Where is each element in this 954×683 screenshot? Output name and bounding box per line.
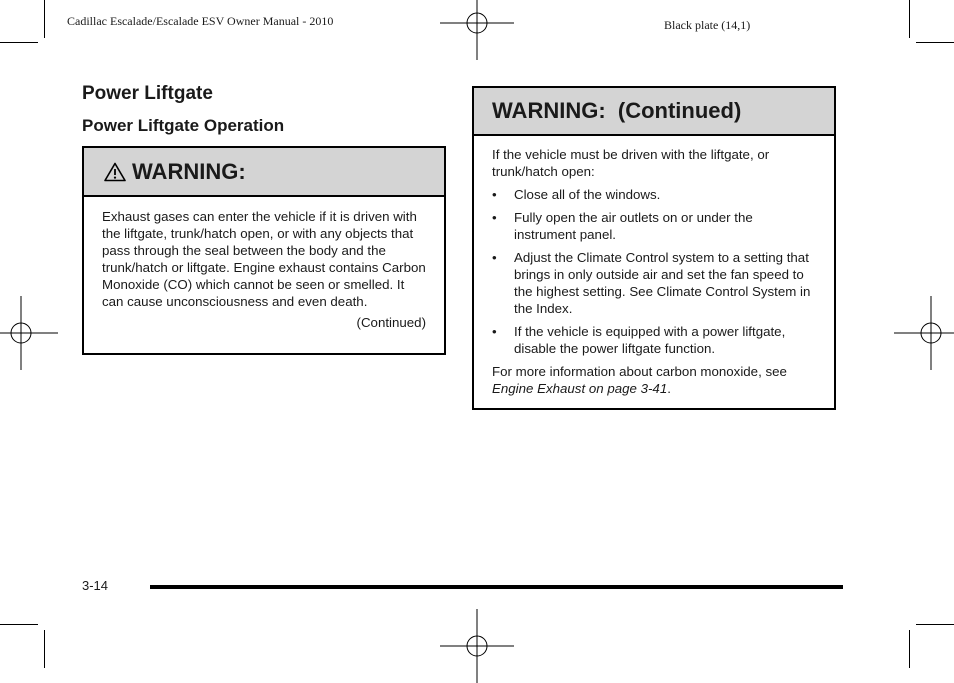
warning-header: [84, 148, 444, 197]
bullet-icon: •: [492, 324, 497, 339]
bullet-icon: •: [492, 250, 497, 265]
warning-continued-title: WARNING: (Continued): [492, 98, 742, 123]
bullet-icon: •: [492, 210, 497, 225]
carbon-monoxide-reference: For more information about carbon monoxide, see Engine Exhaust on page 3-41.: [492, 364, 787, 396]
registration-mark-icon: [440, 609, 514, 683]
warning-triangle-icon: [104, 162, 126, 182]
bullet-list: [492, 186, 816, 357]
registration-mark-icon: [0, 296, 58, 370]
crop-mark: [44, 630, 45, 668]
crop-mark: [909, 630, 910, 668]
list-item: • Fully open the air outlets on or under the instrument panel.: [492, 210, 753, 242]
crop-mark: [909, 0, 910, 38]
warning-body: [84, 197, 444, 331]
subsection-title: Power Liftgate Operation: [82, 116, 285, 135]
warning-continued-box: [472, 86, 836, 410]
continued-label: (Continued): [356, 315, 426, 330]
bullet-icon: •: [492, 187, 497, 202]
crop-mark: [916, 624, 954, 625]
warning-title: WARNING:: [132, 158, 246, 184]
crop-mark: [916, 42, 954, 43]
crop-mark: [44, 0, 45, 38]
plate-label: Black plate (14,1): [664, 18, 751, 32]
manual-title: Cadillac Escalade/Escalade ESV Owner Manual - 2010: [67, 14, 334, 28]
warning-continued-header: [474, 88, 834, 136]
footer-rule: [150, 585, 843, 589]
list-item: • If the vehicle is equipped with a power liftgate, disable the power liftgate function.: [492, 324, 786, 356]
crop-mark: [0, 624, 38, 625]
warning-box: [82, 146, 446, 355]
page-number: 3-14: [82, 578, 109, 593]
warning-continued-body: [474, 136, 834, 397]
registration-mark-icon: [894, 296, 954, 370]
section-title: Power Liftgate: [82, 83, 213, 104]
list-item: • Close all of the windows.: [492, 187, 661, 202]
list-item: • Adjust the Climate Control system to a setting that brings in only outside air and set the fan speed to the highest setting. See Climate Control System in the Index.: [492, 250, 811, 316]
crop-mark: [0, 42, 38, 43]
registration-mark-icon: [440, 0, 514, 60]
cross-reference-link[interactable]: Engine Exhaust on page 3-41: [492, 381, 668, 396]
warning-text: Exhaust gases can enter the vehicle if it is driven with the liftgate, trunk/hatch open, or with any objects that pass through the seal between the body and the trunk/hatch or liftgate. Engine exhaust contains Carbon Monoxide (CO) which cannot be seen or smelled. It can cause unconsciousness and even death.: [102, 209, 426, 309]
warning-intro: If the vehicle must be driven with the liftgate, or trunk/hatch open:: [492, 147, 770, 179]
